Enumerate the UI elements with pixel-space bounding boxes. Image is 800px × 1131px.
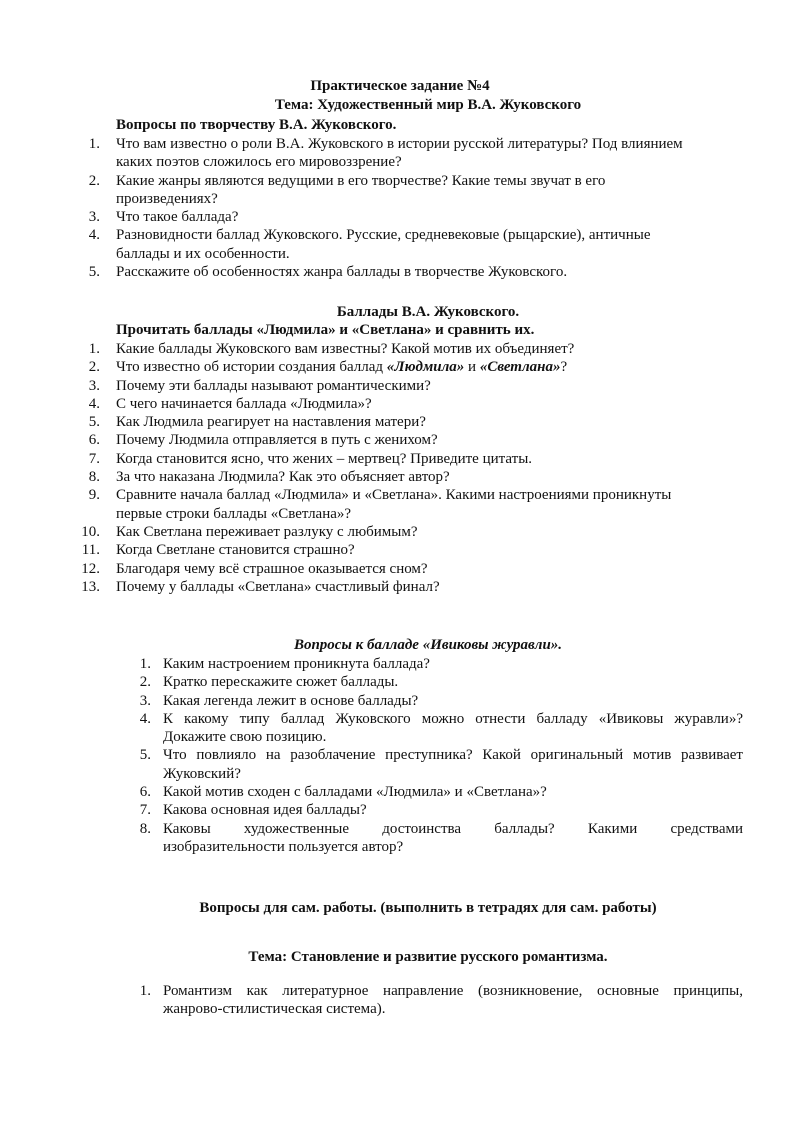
list-number: 2.: [88, 172, 100, 189]
list-item: [88, 263, 756, 281]
list-item: [139, 982, 743, 1019]
list-number: 4.: [88, 395, 100, 412]
list-ivikovy-questions: [139, 655, 743, 856]
list-line: Жуковский?: [163, 765, 241, 782]
emphasis-title: «Светлана»: [479, 359, 561, 376]
list-number: 5.: [88, 264, 100, 281]
list-line: [116, 358, 756, 376]
list-item: [139, 655, 743, 673]
list-line: Сравните начала баллад «Людмила» и «Светлана». Какими настроениями проникнуты: [116, 487, 672, 504]
list-line: Какова основная идея баллады?: [163, 802, 367, 819]
list-romanticism-questions: [139, 982, 743, 1019]
list-line: баллады и их особенности.: [116, 245, 290, 262]
section-subheading-ballads: Прочитать баллады «Людмила» и «Светлана» и сравнить их.: [116, 322, 535, 338]
list-item: [139, 801, 743, 819]
section-heading-ballads: Баллады В.А. Жуковского.: [336, 304, 520, 320]
list-line: Какая легенда лежит в основе баллады?: [163, 692, 419, 709]
list-number: 4.: [88, 227, 100, 244]
list-number: 2.: [139, 674, 151, 691]
list-number: 7.: [139, 802, 151, 819]
list-number: 8.: [88, 469, 100, 486]
list-number: 6.: [139, 784, 151, 801]
list-line: Как Светлана переживает разлуку с любимым?: [116, 523, 418, 540]
list-item: [139, 746, 743, 783]
list-number: 2.: [88, 359, 100, 376]
list-number: 3.: [139, 692, 151, 709]
list-number: 12.: [81, 560, 100, 577]
list-line: жанрово-стилистическая система).: [163, 1001, 386, 1018]
list-line: Романтизм как литературное направление (возникновение, основные принципы,: [163, 983, 743, 999]
list-item: [88, 340, 756, 358]
list-line: Что повлияло на разоблачение преступника? Какой оригинальный мотив развивает: [163, 747, 743, 764]
section-heading-creativity: Вопросы по творчеству В.А. Жуковского.: [116, 117, 397, 133]
list-line: Почему Людмила отправляется в путь с женихом?: [116, 432, 438, 449]
list-number: 1.: [139, 656, 151, 672]
list-line: Расскажите об особенностях жанра баллады в творчестве Жуковского.: [116, 264, 568, 281]
list-line: Разновидности баллад Жуковского. Русские, средневековые (рыцарские), античные: [116, 227, 651, 244]
list-creativity-questions: [88, 135, 756, 281]
list-item: [81, 560, 756, 578]
list-number: 9.: [88, 487, 100, 504]
list-item: [139, 783, 743, 801]
list-line: Что вам известно о роли В.А. Жуковского в истории русской литературы? Под влиянием: [116, 136, 683, 152]
list-item: [81, 541, 756, 559]
text-span: и: [464, 359, 480, 376]
document-title: Практическое задание №4: [310, 78, 490, 94]
list-item: [88, 468, 756, 486]
list-item: [88, 358, 756, 376]
list-item: [88, 377, 756, 395]
document-topic: Тема: Художественный мир В.А. Жуковского: [274, 97, 582, 113]
list-line: С чего начинается баллада «Людмила»?: [116, 395, 372, 412]
list-item: [88, 395, 756, 413]
list-number: 1.: [88, 341, 100, 357]
list-line: Когда Светлане становится страшно?: [116, 542, 355, 559]
list-number: 1.: [88, 136, 100, 152]
list-number: 7.: [88, 450, 100, 467]
list-line: Каковы художественные достоинства баллады? Какими средствами: [163, 820, 743, 837]
list-line: Что такое баллада?: [116, 209, 239, 226]
list-line: За что наказана Людмила? Как это объясняет автор?: [116, 469, 450, 486]
list-item: [88, 450, 756, 468]
emphasis-title: «Людмила»: [386, 359, 465, 376]
list-item: [81, 578, 756, 596]
list-number: 5.: [139, 747, 151, 764]
list-line: Когда становится ясно, что жених – мертвец? Приведите цитаты.: [116, 450, 533, 467]
list-line: К какому типу баллад Жуковского можно отнести балладу «Ивиковы журавли»?: [163, 710, 743, 727]
list-number: 10.: [81, 523, 100, 540]
text-span: Что известно об истории создания баллад: [116, 359, 387, 376]
list-number: 4.: [139, 710, 151, 727]
list-line: Какие баллады Жуковского вам известны? Какой мотив их объединяет?: [116, 341, 575, 357]
list-number: 3.: [88, 209, 100, 226]
list-number: 6.: [88, 432, 100, 449]
list-line: Как Людмила реагирует на наставления матери?: [116, 414, 426, 431]
section-heading-romanticism: Тема: Становление и развитие русского романтизма.: [248, 949, 608, 965]
list-item: [88, 208, 756, 226]
section-heading-self-work: Вопросы для сам. работы. (выполнить в тетрадях для сам. работы): [199, 900, 657, 916]
list-line: каких поэтов сложилось его мировоззрение?: [116, 154, 402, 171]
list-item: [88, 135, 756, 172]
list-number: 3.: [88, 377, 100, 394]
list-line: Почему эти баллады называют романтическими?: [116, 377, 431, 394]
list-item: [88, 172, 756, 209]
list-item: [139, 710, 743, 747]
list-line: Какие жанры являются ведущими в его творчестве? Какие темы звучат в его: [116, 172, 606, 189]
list-number: 11.: [81, 542, 100, 559]
list-item: [81, 523, 756, 541]
list-item: [139, 673, 743, 691]
list-line: произведениях?: [116, 190, 218, 207]
list-line: Какой мотив сходен с балладами «Людмила» и «Светлана»?: [163, 784, 547, 801]
section-heading-ivikovy: Вопросы к балладе «Ивиковы журавли».: [293, 637, 563, 653]
list-ballad-questions: [81, 340, 756, 596]
list-item: [139, 820, 743, 857]
list-line: Каким настроением проникнута баллада?: [163, 656, 430, 672]
list-number: 13.: [81, 578, 100, 595]
list-line: Почему у баллады «Светлана» счастливый финал?: [116, 578, 440, 595]
list-item: [88, 226, 756, 263]
list-item: [139, 692, 743, 710]
list-line: изобразительности пользуется автор?: [163, 838, 404, 855]
text-span: ?: [560, 359, 568, 376]
list-item: [88, 431, 756, 449]
list-line: Докажите свою позицию.: [163, 729, 327, 746]
list-item: [88, 486, 756, 523]
list-number: 5.: [88, 414, 100, 431]
list-number: 8.: [139, 820, 151, 837]
list-number: 1.: [139, 983, 151, 999]
list-line: Кратко перескажите сюжет баллады.: [163, 674, 399, 691]
list-item: [88, 413, 756, 431]
list-line: первые строки баллады «Светлана»?: [116, 505, 352, 522]
list-line: Благодаря чему всё страшное оказывается сном?: [116, 560, 428, 577]
